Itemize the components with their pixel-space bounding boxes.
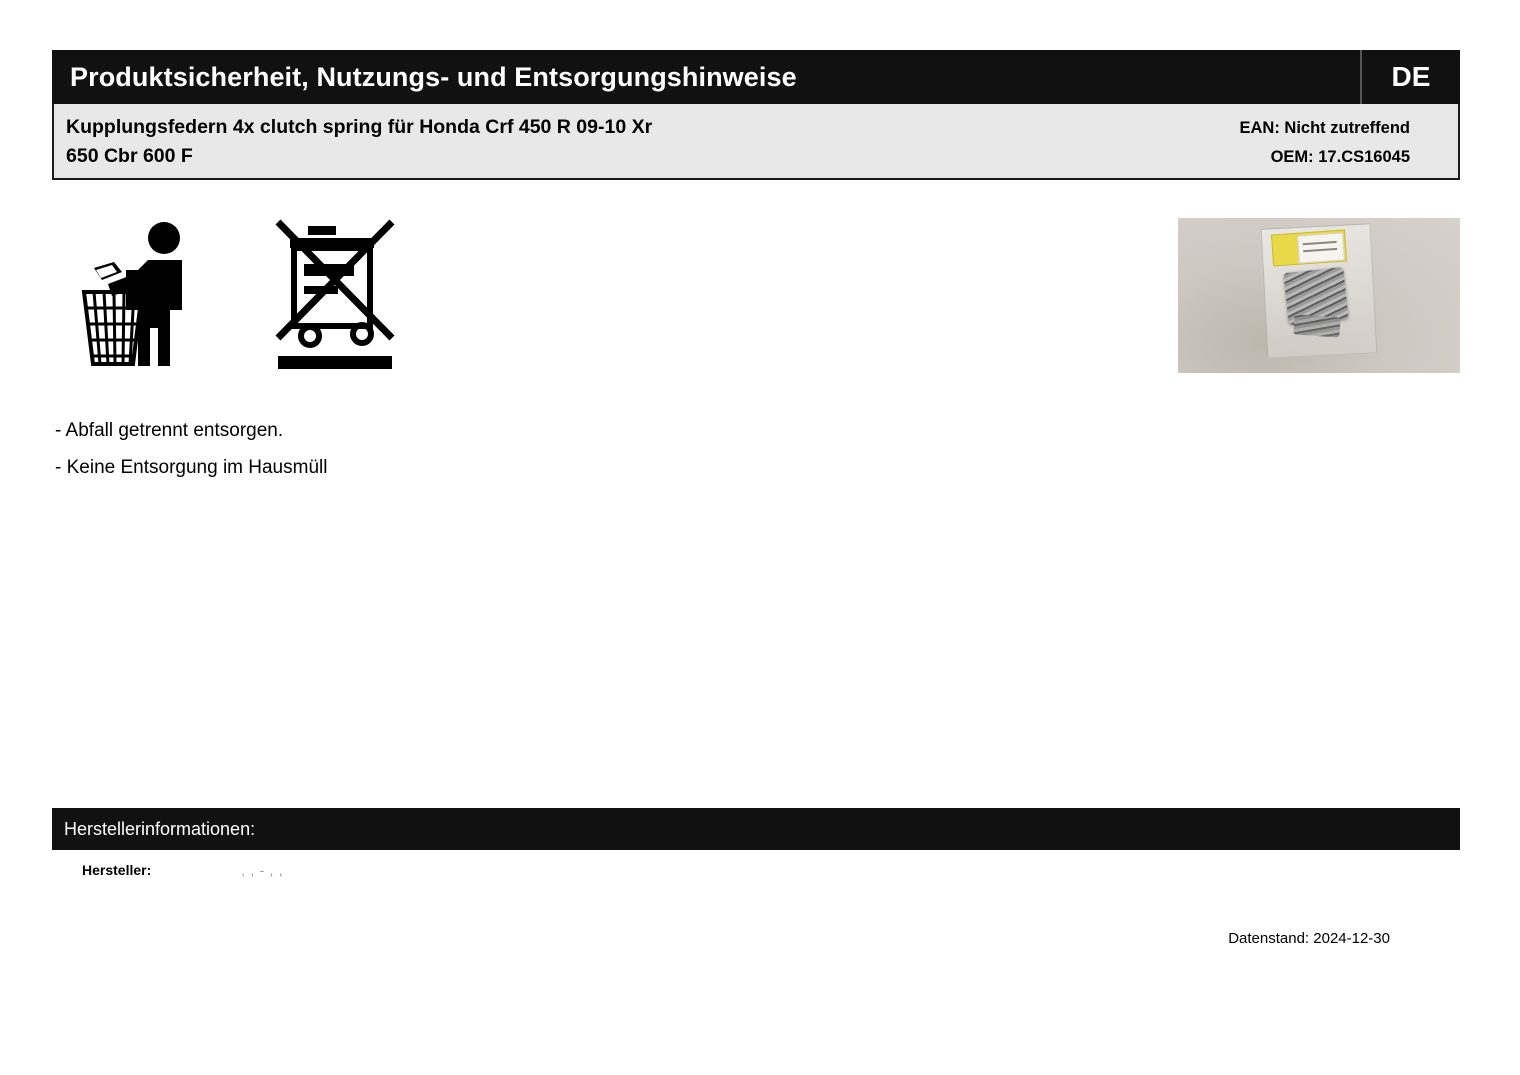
product-photo-image — [1178, 218, 1460, 373]
disposal-note-item: - Keine Entsorgung im Hausmüll — [55, 457, 328, 478]
manufacturer-label: Hersteller: — [82, 862, 152, 878]
language-code: DE — [1391, 61, 1431, 92]
product-photo-spring-secondary — [1293, 314, 1340, 337]
manufacturer-section-title: Herstellerinformationen: — [64, 818, 256, 839]
oem-code: OEM: 17.CS16045 — [1270, 148, 1410, 166]
weee-crossed-out-wheelie-bin-icon — [270, 216, 400, 371]
product-photo-white-label — [1297, 232, 1345, 263]
document-header — [52, 50, 1460, 180]
product-photo — [1178, 218, 1460, 373]
manufacturer-value: , , - , , — [241, 863, 284, 878]
page-title: Produktsicherheit, Nutzungs- und Entsorgungshinweise — [70, 61, 797, 92]
manufacturer-row — [82, 862, 284, 878]
disposal-note-item: - Abfall getrennt entsorgen. — [55, 420, 284, 441]
data-status-date: Datenstand: 2024-12-30 — [1228, 930, 1390, 947]
product-subheader — [52, 104, 1460, 180]
language-badge — [1360, 50, 1460, 104]
keep-environment-clean-icon — [78, 216, 208, 371]
header-bar — [52, 50, 1460, 104]
product-codes — [1240, 114, 1411, 172]
disposal-notes — [55, 412, 327, 486]
product-title — [66, 113, 1146, 171]
ean-code: EAN: Nicht zutreffend — [1239, 119, 1410, 137]
product-title-line2: 650 Cbr 600 F — [66, 145, 193, 167]
pictogram-row — [78, 216, 400, 371]
manufacturer-section-header — [52, 808, 1460, 850]
product-title-line1: Kupplungsfedern 4x clutch spring für Honda Crf 450 R 09-10 Xr — [66, 116, 653, 138]
